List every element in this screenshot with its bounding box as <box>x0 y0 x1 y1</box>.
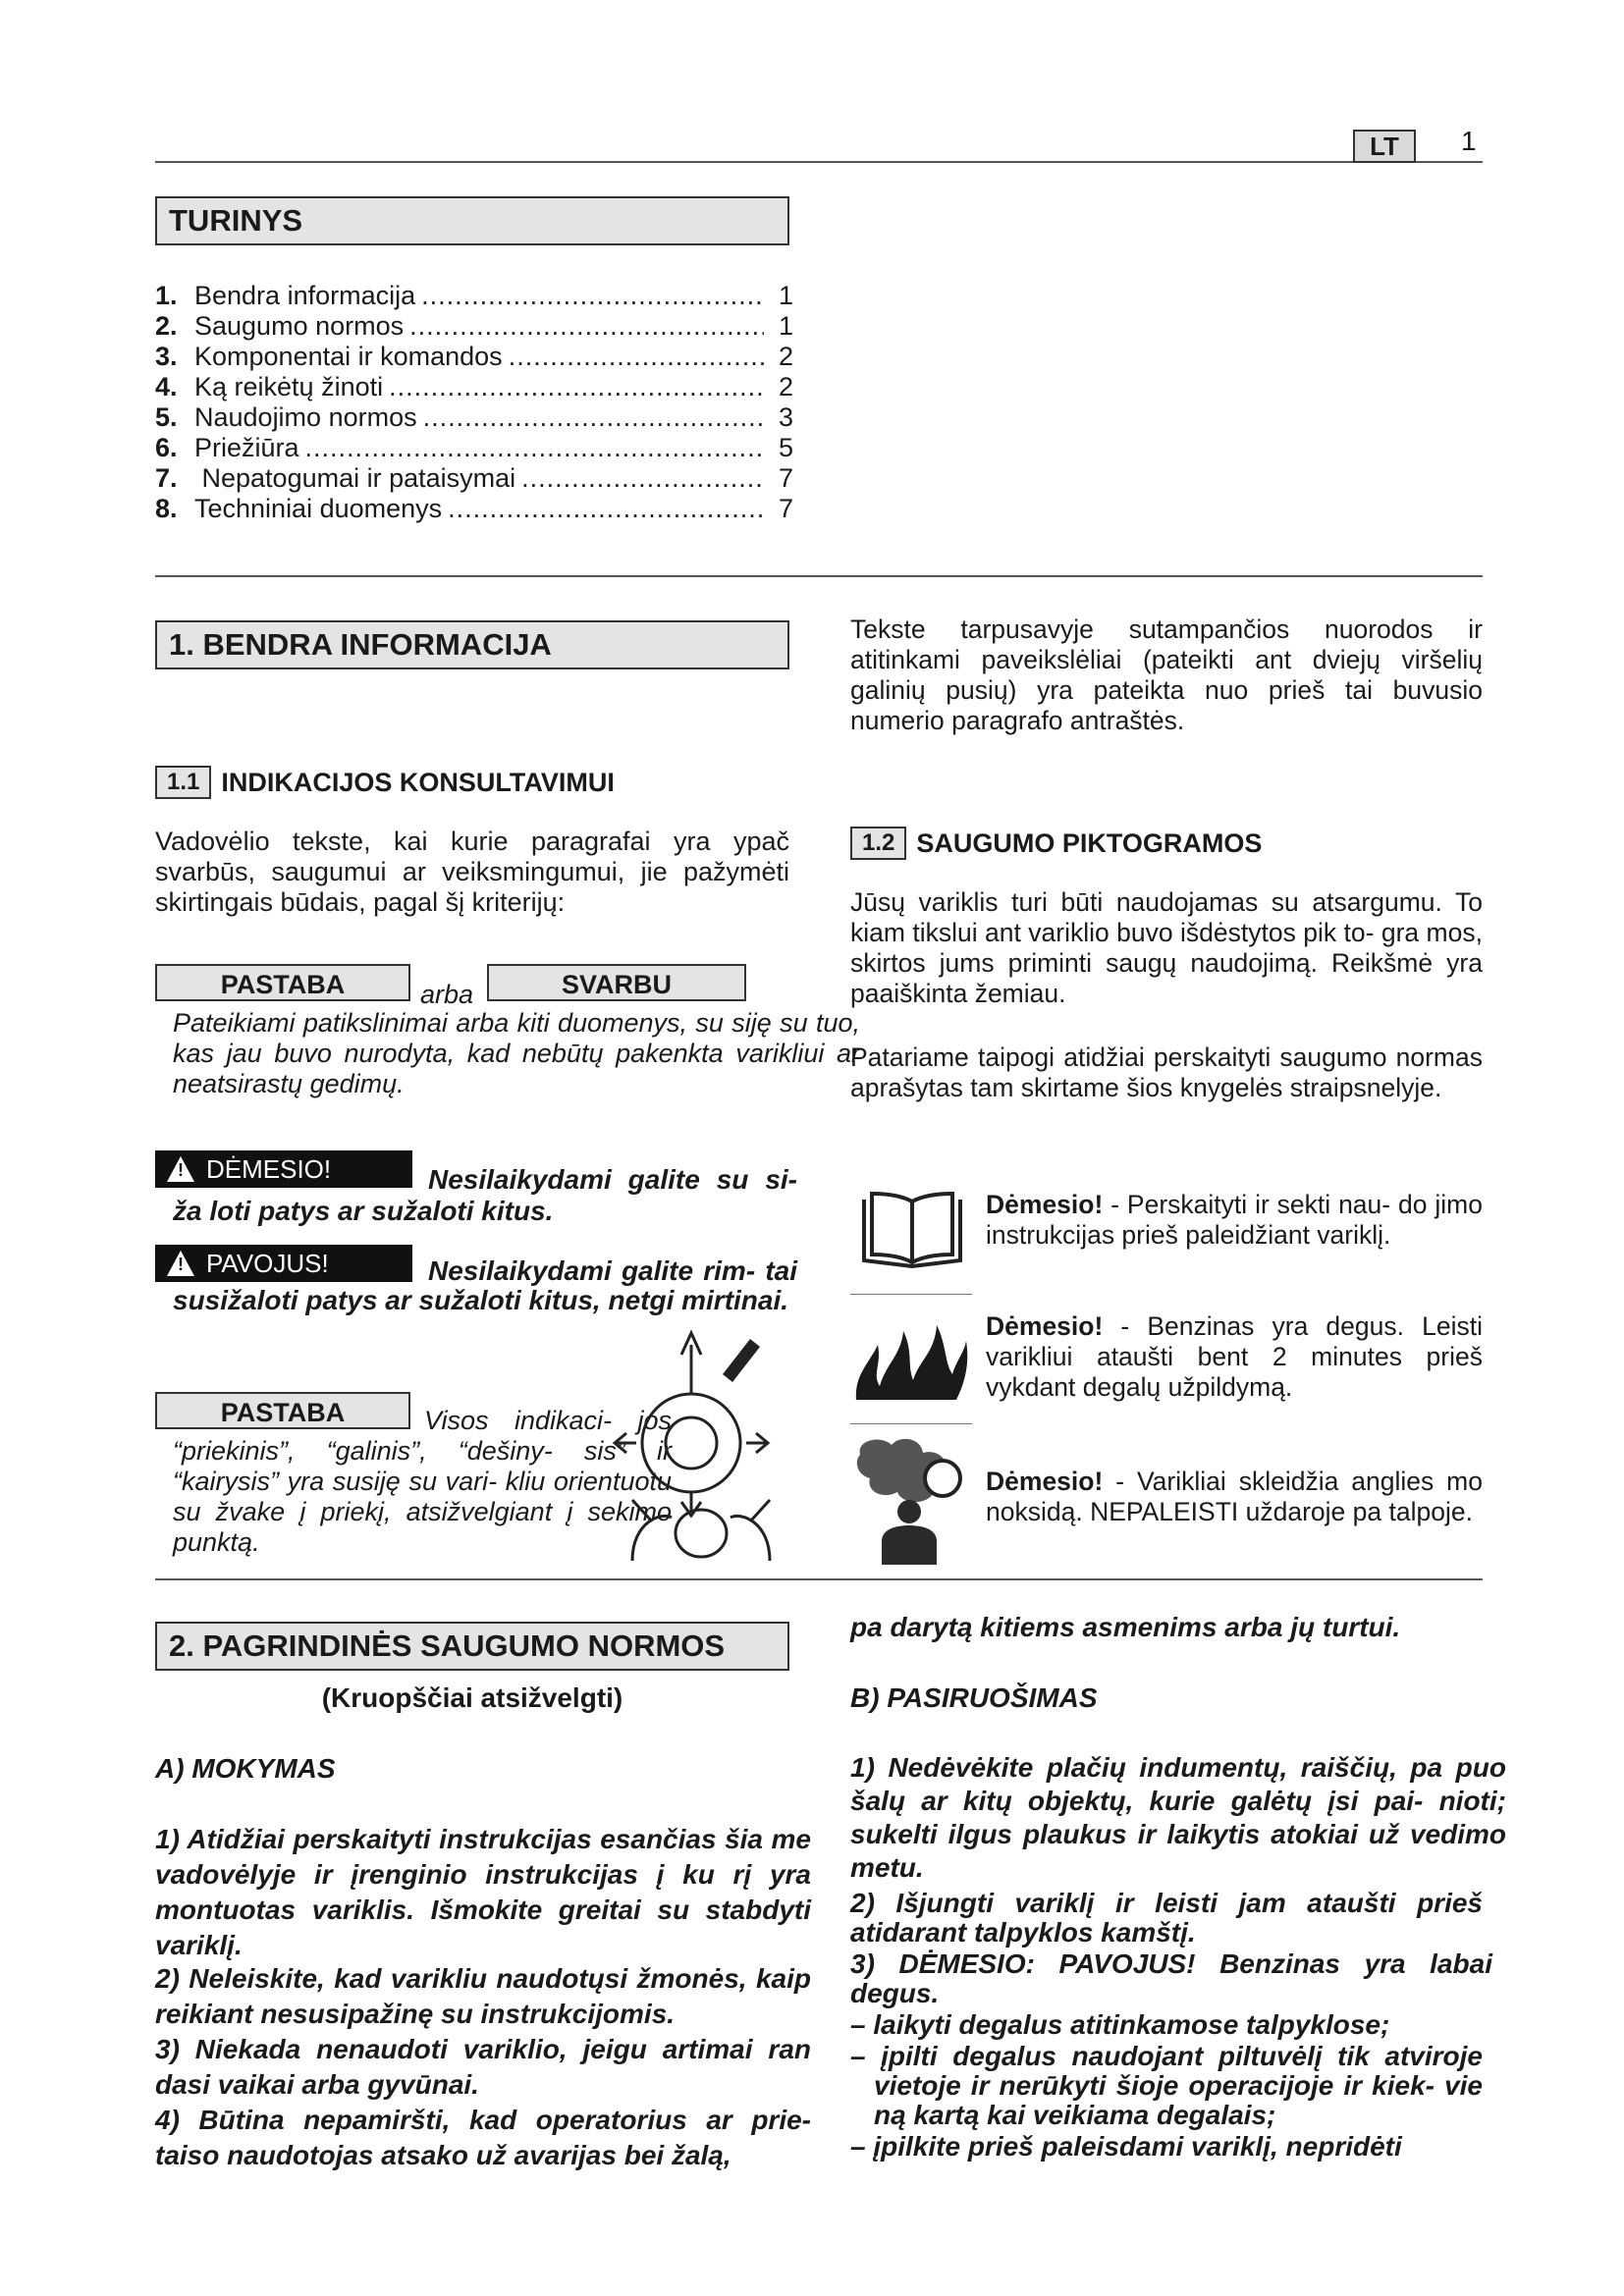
icon-separator <box>850 1294 972 1295</box>
subsection-1-1-heading <box>155 766 615 799</box>
icon-text-exhaust: Dėmesio! - Varikliai skleidžia anglies mo noksidą. NEPALEISTI uždaroje pa talpoje. <box>986 1467 1483 1526</box>
subsection-1-2-text2: Patariame taipogi atidžiai perskaityti saugumo normas aprašytas tam skirtame šios knygelės straipsnelyje. <box>850 1042 1483 1102</box>
language-badge: LT <box>1353 130 1416 163</box>
section2-b-item-4: – laikyti degalus atitinkamose talpyklose; <box>850 2009 1390 2040</box>
pastaba-label: PASTABA <box>155 964 410 1001</box>
subsection-number: 1.2 <box>850 827 906 860</box>
icon-text-fire: Dėmesio! - Benzinas yra degus. Leisti varikliui ataušti bent 2 minutes prieš vykdant degalų užpildymą. <box>986 1311 1483 1402</box>
toc-item: 5. Naudojimo normos ..... 3 <box>155 402 793 433</box>
pavojus-label: PAVOJUS! <box>206 1248 329 1278</box>
section2-b-item-6: – įpilkite prieš paleisdami variklį, nepridėti <box>850 2131 1402 2162</box>
demesio-label: DĖMESIO! <box>206 1153 332 1184</box>
toc-item: 4. Ką reikėtų žinoti ..... 2 <box>155 372 793 402</box>
fire-icon <box>850 1306 972 1404</box>
section1-right-intro: Tekste tarpusavyje sutampančios nuorodos ir atitinkami paveikslėliai (pateikti ant dviejų viršelių galinių pusių) yra pateikta nuo prieš tai buvusio numerio paragrafo antraštės. <box>850 614 1483 735</box>
section2-a-item-3: 3) Niekada nenaudoti variklio, jeigu artimai ran dasi vaikai arba gyvūnai. <box>155 2034 811 2100</box>
section2-b-item-5: – įpilti degalus naudojant piltuvėlį tik atviroje vietoje ir nerūkyti šioje operacijoje ir kiek- vie ną kartą kai veikiama degalais; <box>850 2041 1483 2130</box>
section2-b-item-2: 2) Išjungti variklį ir leisti jam ataušti prieš atidarant talpyklos kamštį. <box>850 1888 1483 1948</box>
section2-b-item-3: 3) DĖMESIO: PAVOJUS! Benzinas yra labai degus. <box>850 1949 1492 2008</box>
pavojus-text: Nesilaikydami galite rim- tai susižaloti patys ar sužaloti kitus, netgi mirtinai. <box>173 1255 797 1315</box>
section2-title: 2. PAGRINDINĖS SAUGUMO NORMOS <box>155 1622 789 1671</box>
engine-orientation-diagram <box>613 1325 799 1561</box>
section-rule <box>155 1578 1483 1580</box>
icon-separator <box>850 1423 972 1424</box>
section2-right-continuation: pa darytą kitiems asmenims arba jų turtui. <box>850 1612 1401 1642</box>
subsection-title: SAUGUMO PIKTOGRAMOS <box>916 828 1263 858</box>
demesio-text: Nesilaikydami galite su si- ža loti patys ar sužaloti kitus. <box>173 1164 797 1226</box>
subsection-1-2-heading <box>850 827 1262 860</box>
toc-item: 3. Komponentai ir komandos ..... 2 <box>155 342 793 372</box>
header-rule <box>155 161 1483 163</box>
warning-icon: ! <box>167 1251 194 1276</box>
subsection-title: INDIKACIJOS KONSULTAVIMUI <box>221 767 615 797</box>
section-rule <box>155 575 1483 577</box>
page-number: 1 <box>1461 126 1477 156</box>
toc-list <box>155 281 793 524</box>
section2-subtitle: (Kruopščiai atsižvelgti) <box>321 1682 623 1713</box>
subsection-1-2-text1: Jūsų variklis turi būti naudojamas su atsargumu. To kiam tikslui ant variklio buvo išdėstytos pik to- gra mos, skirtos jums priminti saugų naudojimą. Reikšmė yra paaiškinta žemiau. <box>850 887 1483 1008</box>
subsection-number: 1.1 <box>155 766 211 799</box>
section2-b-item-1: 1) Nedėvėkite plačių indumentų, raiščių, pa puo šalų ar kitų objektų, kurie galėtų įsi pai- nioti; sukelti ilgus plaukus ir laikytis atokiai už vedimo metu. <box>850 1752 1506 1883</box>
pastaba2-text: Visos indikaci- jos “priekinis”, “galinis”, “dešiny- sis” ir “kairysis” yra susiję su vari- kliu orientuotu su žvake į priekį, atsižvelgiant į sekimo punktą. <box>173 1406 672 1557</box>
section2-a-heading: A) MOKYMAS <box>155 1753 336 1784</box>
section2-b-heading: B) PASIRUOŠIMAS <box>850 1682 1098 1713</box>
subsection-1-1-text: Vadovėlio tekste, kai kurie paragrafai yra ypač svarbūs, saugumui ar veiksmingumui, jie pažymėti skirtingais būdais, pagal šį kriterijų: <box>155 827 789 917</box>
pastaba2-label: PASTABA <box>155 1392 410 1429</box>
toc-item: 7. Nepatogumai ir pataisymai ..... 7 <box>155 463 793 494</box>
section1-title: 1. BENDRA INFORMACIJA <box>155 620 789 669</box>
icon-text-book: Dėmesio! - Perskaityti ir sekti nau- do jimo instrukcijas prieš paleidžiant variklį. <box>986 1190 1483 1250</box>
toc-item: 8. Techniniai duomenys ..... 7 <box>155 494 793 524</box>
toc-item: 6. Priežiūra ..... 5 <box>155 433 793 463</box>
book-icon <box>858 1186 966 1268</box>
exhaust-fumes-icon <box>852 1435 970 1565</box>
svarbu-label: SVARBU <box>487 964 746 1001</box>
pastaba-text: Pateikiami patikslinimai arba kiti duomenys, su siję su tuo, kas jau buvo nurodyta, kad nebūtų pakenkta varikliui ar neatsirastų gedimų. <box>173 1008 860 1098</box>
toc-title: TURINYS <box>155 196 789 245</box>
section2-a-item-4: 4) Būtina nepamiršti, kad operatorius ar prie- taiso naudotojas atsako už avarijas bei žalą, <box>155 2105 811 2170</box>
toc-item: 2. Saugumo normos ..... 1 <box>155 311 793 342</box>
warning-icon: ! <box>167 1156 194 1182</box>
section2-a-item-1: 1) Atidžiai perskaityti instrukcijas esančias šia me vadovėlyje ir įrenginio instrukcijas į ku rį yra montuotas variklis. Išmokite greitai su stabdyti variklį. <box>155 1824 811 1960</box>
arba-text: arba <box>420 980 474 1009</box>
section2-a-item-2: 2) Neleiskite, kad varikliu naudotųsi žmonės, kaip reikiant nesusipažinę su instrukcijomis. <box>155 1963 811 2029</box>
toc-item: 1. Bendra informacija ..... 1 <box>155 281 793 311</box>
